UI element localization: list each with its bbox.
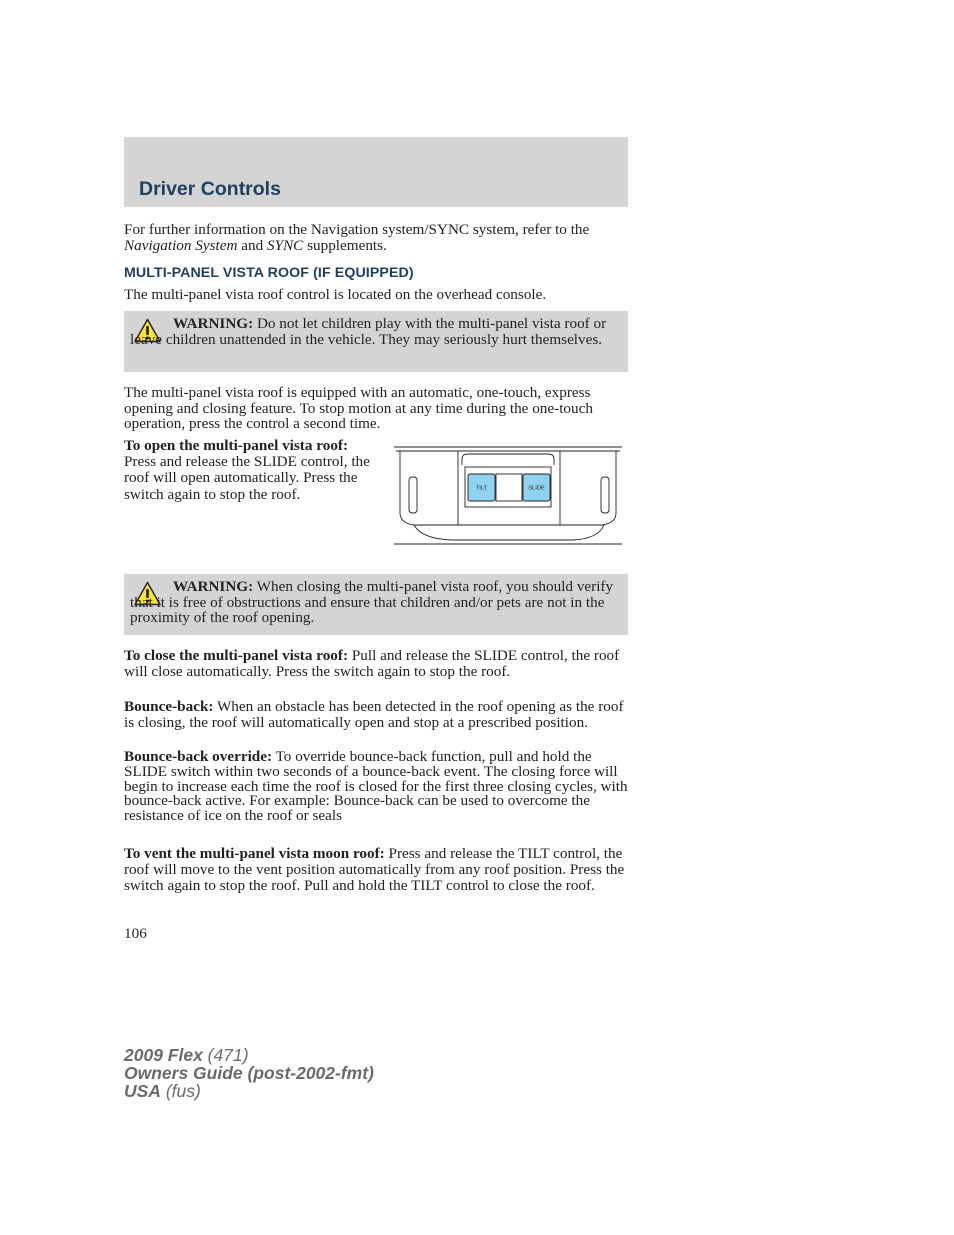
navigation-system-ref: Navigation System [124,236,238,254]
slide-label: SLIDE [528,485,545,492]
section-header-band [124,137,628,207]
bounce-back-label: Bounce-back: [124,698,214,715]
open-roof-paragraph: To open the multi-panel vista roof: Press and release the SLIDE control, the roof will open automatically. Press the switch again to stop the roof. [124,437,370,503]
warning-box-children [124,311,628,372]
bounce-back-override-paragraph: Bounce-back override: To override bounce-back function, pull and hold the SLIDE switch within two seconds of a bounce-back event. The closing force will begin to increase each time the roof is closed for the first three closing cycles, with bounce-back active. For example: Bounce-back can be used to overcome the resistance of ice on the roof or seals [124,748,628,825]
section-heading: MULTI-PANEL VISTA ROOF (IF EQUIPPED) [124,265,414,281]
section-title: Driver Controls [139,178,281,200]
vent-roof-label: To vent the multi-panel vista moon roof: [124,845,385,862]
warning-text: WARNING: When closing the multi-panel vista roof, you should verify that it is free of obstructions and ensure that children and/or pets are not in the proximity of the roof opening. [130,578,614,626]
warning-box-obstructions [124,574,628,635]
location-paragraph: The multi-panel vista roof control is located on the overhead console. [124,286,547,303]
intro-paragraph: For further information on the Navigation system/SYNC system, refer to the Navigation System and SYNC supplements. [124,221,590,254]
overhead-console-illustration [392,443,624,550]
close-roof-paragraph: To close the multi-panel vista roof: Pull and release the SLIDE control, the roof will close automatically. Press the switch again to stop the roof. [124,647,620,680]
tilt-label: TILT [475,485,488,492]
close-roof-label: To close the multi-panel vista roof: [124,647,349,664]
feature-paragraph: The multi-panel vista roof is equipped with an automatic, one-touch, express opening and closing feature. To stop motion at any time during the one-touch operation, press the control a second time. [124,384,593,432]
warning-label: WARNING: [173,578,254,595]
warning-text: WARNING: Do not let children play with the multi-panel vista roof or leave children unattended in the vehicle. They may seriously hurt themselves. [130,315,607,348]
open-roof-label: To open the multi-panel vista roof: [124,437,349,454]
bounce-back-override-label: Bounce-back override: [124,748,273,765]
footer-line-model: 2009 Flex (471) [124,1045,249,1065]
footer-line-market: USA (fus) [124,1081,201,1101]
vent-roof-paragraph: To vent the multi-panel vista moon roof: Press and release the TILT control, the roof will move to the vent position automatically from any roof position. Press the switch again to stop the roof. Pull and hold the TILT control to close the roof. [124,845,625,894]
warning-label: WARNING: [173,315,254,332]
sync-ref: SYNC [267,236,304,254]
footer-line-guide: Owners Guide (post-2002-fmt) [124,1063,374,1083]
page-number: 106 [124,925,147,942]
bounce-back-paragraph: Bounce-back: When an obstacle has been detected in the roof opening as the roof is closing, the roof will automatically open and stop at a prescribed position. [124,698,624,731]
document-footer [124,1046,374,1100]
